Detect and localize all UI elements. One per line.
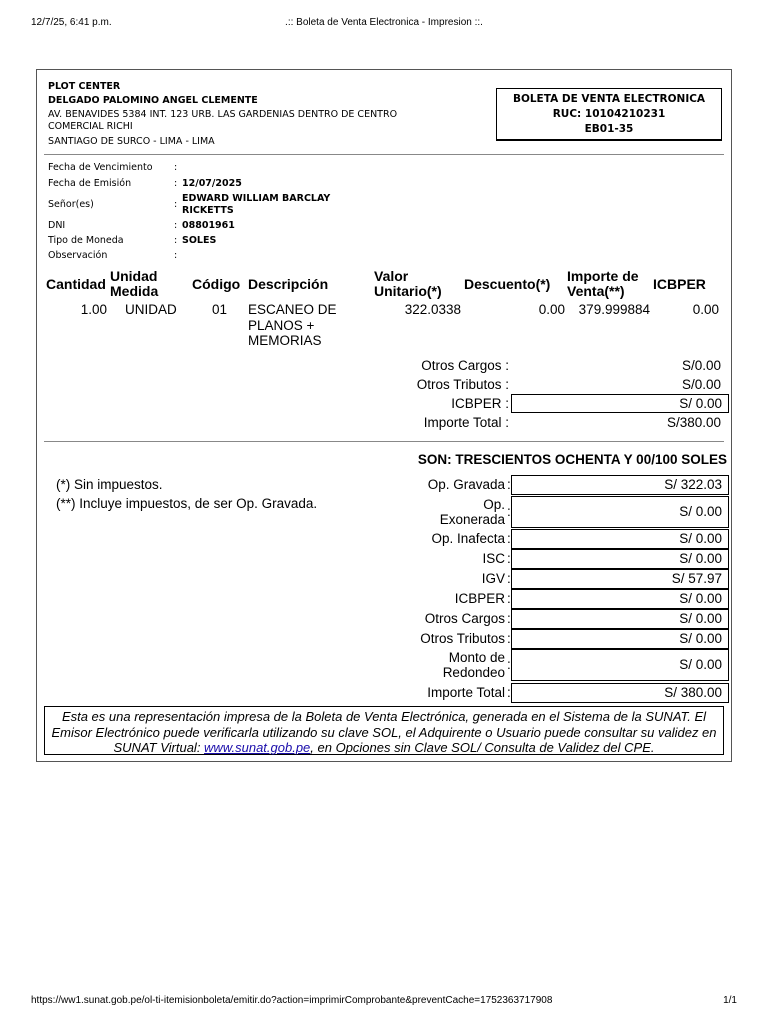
summary-label: Otros Cargos : bbox=[421, 358, 509, 373]
summary-value: S/ 380.00 bbox=[511, 683, 729, 703]
meta-sep: : bbox=[174, 250, 178, 261]
note-sin-impuestos: (*) Sin impuestos. bbox=[56, 477, 163, 492]
summary-importe-total bbox=[45, 413, 725, 432]
cell-cantidad: 1.00 bbox=[80, 302, 107, 317]
meta-vencimiento bbox=[48, 160, 372, 175]
print-page-number: 1/1 bbox=[723, 995, 737, 1006]
boleta-ruc: RUC: 10104210231 bbox=[552, 108, 666, 120]
summary-label: ICBPER : bbox=[451, 396, 509, 411]
meta-label: DNI bbox=[48, 220, 66, 231]
meta-label: Fecha de Emisión bbox=[48, 177, 132, 189]
summary-colon: : bbox=[507, 504, 511, 519]
meta-dni bbox=[48, 218, 372, 233]
summary-colon: : bbox=[507, 685, 511, 700]
cell-unidad: UNIDAD bbox=[125, 302, 177, 317]
items-table-header bbox=[45, 269, 725, 301]
summary-label: IGV bbox=[481, 571, 505, 586]
summary-label: Otros Cargos bbox=[424, 611, 505, 626]
summary-label: Op. Exonerada bbox=[439, 497, 505, 527]
print-url: https://ww1.sunat.gob.pe/ol-ti-itemisionboleta/emitir.do?action=imprimirComprobante&preventCache=1752363717908 bbox=[31, 995, 553, 1006]
cell-descuento: 0.00 bbox=[538, 302, 565, 317]
meta-label: Señor(es) bbox=[48, 199, 94, 210]
summary-value: S/0.00 bbox=[681, 377, 721, 392]
meta-emision bbox=[48, 175, 372, 191]
col-header-valor: Valor Unitario(*) bbox=[374, 268, 442, 299]
legal-text-end: , en Opciones sin Clave SOL/ Consulta de Validez del CPE. bbox=[310, 740, 655, 755]
meta-label: Tipo de Moneda bbox=[48, 235, 124, 246]
meta-moneda bbox=[48, 233, 372, 248]
summary-value: S/ 0.00 bbox=[511, 629, 729, 649]
summary-value: S/ 0.00 bbox=[511, 549, 729, 569]
summary-op-gravada bbox=[45, 475, 725, 495]
summary-label: Monto de Redondeo bbox=[442, 650, 505, 680]
meta-senor bbox=[48, 191, 372, 218]
summary-icbper bbox=[45, 394, 725, 413]
meta-value: SOLES bbox=[182, 235, 217, 246]
sunat-link[interactable]: www.sunat.gob.pe bbox=[204, 740, 311, 755]
summary-label: Importe Total bbox=[427, 685, 505, 700]
summary-colon: : bbox=[507, 657, 511, 672]
col-header-unidad: Unidad Medida bbox=[110, 268, 159, 299]
meta-value: 08801961 bbox=[182, 220, 235, 231]
meta-label: Observación bbox=[48, 250, 108, 261]
cell-importe: 379.999884 bbox=[578, 302, 650, 317]
boleta-title: BOLETA DE VENTA ELECTRONICA bbox=[512, 93, 706, 105]
emisor-block bbox=[48, 80, 408, 149]
summary-value: S/0.00 bbox=[681, 358, 721, 373]
summary-value: S/ 322.03 bbox=[511, 475, 729, 495]
print-datetime: 12/7/25, 6:41 p.m. bbox=[31, 17, 112, 28]
summary-value: S/ 0.00 bbox=[511, 609, 729, 629]
summary-colon: : bbox=[507, 611, 511, 626]
summary-label: Importe Total : bbox=[423, 415, 509, 430]
cell-valor: 322.0338 bbox=[404, 302, 461, 317]
divider bbox=[44, 154, 724, 155]
summary-value: S/ 0.00 bbox=[511, 589, 729, 609]
summary-label: Otros Tributos : bbox=[416, 377, 509, 392]
summary-icbper bbox=[45, 589, 725, 609]
emisor-address: AV. BENAVIDES 5384 INT. 123 URB. LAS GARDENIAS DENTRO DE CENTRO COMERCIAL RICHI bbox=[48, 109, 398, 132]
summary-label: Op. Inafecta bbox=[431, 531, 505, 546]
summary-colon: : bbox=[507, 477, 511, 492]
meta-observacion bbox=[48, 248, 372, 263]
summary-value: S/ 0.00 bbox=[511, 394, 729, 413]
summary-otros-tributos bbox=[45, 375, 725, 394]
boleta-document bbox=[36, 69, 732, 762]
emisor-name: DELGADO PALOMINO ANGEL CLEMENTE bbox=[48, 95, 258, 106]
meta-sep: : bbox=[174, 235, 178, 246]
summary-colon: : bbox=[507, 551, 511, 566]
summary-value: S/ 57.97 bbox=[511, 569, 729, 589]
summary-colon: : bbox=[507, 631, 511, 646]
summary-label: Op. Gravada bbox=[427, 477, 505, 492]
meta-sep: : bbox=[174, 177, 178, 189]
meta-value: EDWARD WILLIAM BARCLAY RICKETTS bbox=[182, 192, 331, 216]
summary-value: S/ 0.00 bbox=[511, 529, 729, 549]
meta-sep: : bbox=[174, 199, 178, 210]
col-header-codigo: Código bbox=[192, 276, 241, 292]
legal-notice bbox=[44, 706, 724, 755]
cell-descripcion: ESCANEO DE PLANOS + MEMORIAS bbox=[248, 302, 337, 348]
summary-otros-cargos bbox=[45, 356, 725, 375]
print-page-title: .:: Boleta de Venta Electronica - Impresion ::. bbox=[285, 17, 483, 28]
divider bbox=[44, 441, 724, 442]
summary-otros-cargos bbox=[45, 609, 725, 629]
legal-text: Esta es una representación impresa de la Boleta de Venta Electrónica, generada en el Sistema de la SUNAT. El Emisor Electrónico puede verificarla utilizando su clave SOL, el Adquirente o Usuario puede consultar su validez en SUNAT Virtual: bbox=[51, 709, 717, 755]
col-header-icbper: ICBPER bbox=[653, 276, 706, 292]
meta-label: Fecha de Vencimiento bbox=[48, 162, 153, 173]
col-header-importe: Importe de Venta(**) bbox=[567, 268, 639, 299]
meta-sep: : bbox=[174, 162, 178, 173]
col-header-cantidad: Cantidad bbox=[46, 276, 106, 292]
boleta-id-box bbox=[496, 88, 722, 140]
summary-colon: : bbox=[507, 531, 511, 546]
summary-op-inafecta bbox=[45, 529, 725, 549]
cell-codigo: 01 bbox=[212, 302, 228, 317]
meta-block bbox=[48, 160, 372, 263]
summary-label: Otros Tributos bbox=[420, 631, 505, 646]
summary-value: S/380.00 bbox=[666, 415, 721, 430]
col-header-descripcion: Descripción bbox=[248, 276, 329, 292]
amount-in-words: SON: TRESCIENTOS OCHENTA Y 00/100 SOLES bbox=[417, 452, 727, 467]
emisor-location: SANTIAGO DE SURCO - LIMA - LIMA bbox=[48, 136, 215, 147]
summary-isc bbox=[45, 549, 725, 569]
col-header-descuento: Descuento(*) bbox=[464, 276, 551, 292]
print-header bbox=[31, 17, 737, 31]
summary-label: ISC bbox=[482, 551, 505, 566]
summary-label: ICBPER bbox=[454, 591, 505, 606]
summary-value: S/ 0.00 bbox=[511, 649, 729, 681]
summary-igv bbox=[45, 569, 725, 589]
summary-otros-tributos bbox=[45, 629, 725, 649]
meta-value: 12/07/2025 bbox=[182, 177, 242, 189]
summary-colon: : bbox=[507, 591, 511, 606]
meta-sep: : bbox=[174, 220, 178, 231]
cell-icbper: 0.00 bbox=[692, 302, 719, 317]
emisor-trade-name: PLOT CENTER bbox=[48, 81, 121, 92]
summary-importe-total bbox=[45, 683, 725, 703]
summary-monto-redondeo bbox=[45, 649, 725, 682]
boleta-serie: EB01-35 bbox=[584, 123, 634, 135]
note-incluye-impuestos: (**) Incluye impuestos, de ser Op. Gravada. bbox=[56, 496, 318, 511]
print-footer bbox=[31, 995, 737, 1009]
summary-colon: : bbox=[507, 571, 511, 586]
summary-value: S/ 0.00 bbox=[511, 496, 729, 528]
summary-op-exonerada bbox=[45, 496, 725, 529]
